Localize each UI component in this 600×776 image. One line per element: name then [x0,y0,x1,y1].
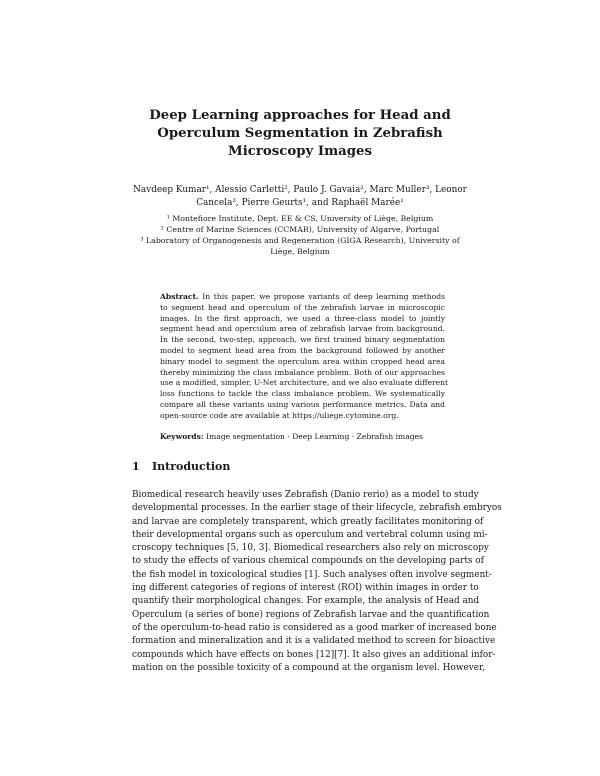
body-line: ing different categories of regions of interest (ROI) within images in order to [132,583,479,594]
section-title: Introduction [152,460,231,473]
title-line: Operculum Segmentation in Zebrafish [157,126,443,141]
body-line: to study the effects of various chemical compounds on the developing parts of [132,556,484,567]
body-line: croscopy techniques [5, 10, 3]. Biomedical researchers also rely on microscopy [132,543,489,554]
abstract-line [160,292,445,303]
abstract-line: compare all these variants using various performance metrics. Data and [160,399,445,409]
body-line: their developmental organs such as operculum and vertebral column using mi- [132,529,488,540]
title-line: Deep Learning approaches for Head and [149,108,451,123]
abstract-line: binary model to segment the operculum area within cropped head area [160,356,445,366]
abstract-line: use a modified, simpler, U-Net architecture, and we also evaluate different [160,378,449,388]
abstract-text: In this paper, we propose variants of deep learning methods [202,292,445,301]
affiliations [110,213,490,257]
body-text [132,489,502,675]
abstract-line: loss functions to tackle the class imbalance problem. We systematically [160,389,445,399]
keywords-label: Keywords: [160,432,204,441]
body-line: quantify their morphological changes. For example, the analysis of Head and [132,596,480,607]
keywords [160,431,450,442]
abstract-line: to segment head and operculum of the zebrafish larvae in microscopic [160,302,445,312]
title-line: Microscopy Images [228,144,372,159]
affiliation-line: Liège, Belgium [270,247,330,256]
body-line: and larvae are completely transparent, which greatly facilitates monitoring of [132,516,484,527]
abstract-line: segment head and operculum area of zebrafish larvae from background. [160,324,445,334]
body-line: Biomedical research heavily uses Zebrafish (Danio rerio) as a model to study [132,490,479,500]
body-line: mation on the possible toxicity of a compound at the organism level. However, [132,662,486,673]
body-line: the fish model in toxicological studies [1]. Such analyses often involve segment- [132,569,492,580]
affiliation-line: ³ Laboratory of Organogenesis and Regeneration (GIGA Research), University of [140,236,460,245]
body-line: of the operculum-to-head ratio is considered as a good marker of increased bone [132,622,497,633]
body-line: formation and mineralization and it is a validated method to screen for bioactive [132,636,496,647]
paper-title [130,107,470,161]
abstract-line: images. In the first approach, we used a three-class model to jointly [160,313,445,323]
abstract-label: Abstract. [160,292,199,301]
abstract-line: thereby minimizing the class imbalance problem. Both of our approaches [160,367,445,377]
abstract [160,292,449,422]
affiliation-line: ² Centre of Marine Sciences (CCMAR), University of Algarve, Portugal [160,225,440,234]
keywords-text: Image segmentation · Deep Learning · Zebrafish images [206,432,424,441]
body-line: developmental processes. In the earlier stage of their lifecycle, zebrafish embryos [132,503,502,514]
abstract-line: In the second, two-step, approach, we first trained binary segmentation [160,335,445,345]
section-number: 1 [132,460,140,473]
authors-line: Navdeep Kumar¹, Alessio Carletti², Paulo J. Gavaia², Marc Muller³, Leonor [133,185,467,195]
body-line: Operculum (a series of bone) regions of Zebrafish larvae and the quantification [132,609,490,620]
abstract-line: open-source code are available at https://uliege.cytomine.org. [160,410,399,420]
affiliation-line: ¹ Montefiore Institute, Dept. EE & CS, University of Liège, Belgium [166,214,434,223]
author-list [115,184,485,210]
body-line: compounds which have effects on bones [12][7]. It also gives an additional infor- [132,649,496,660]
section-heading [132,460,230,473]
abstract-line: model to segment head area from the background followed by another [160,345,445,355]
authors-line: Cancela², Pierre Geurts¹, and Raphaël Marée¹ [196,198,404,208]
